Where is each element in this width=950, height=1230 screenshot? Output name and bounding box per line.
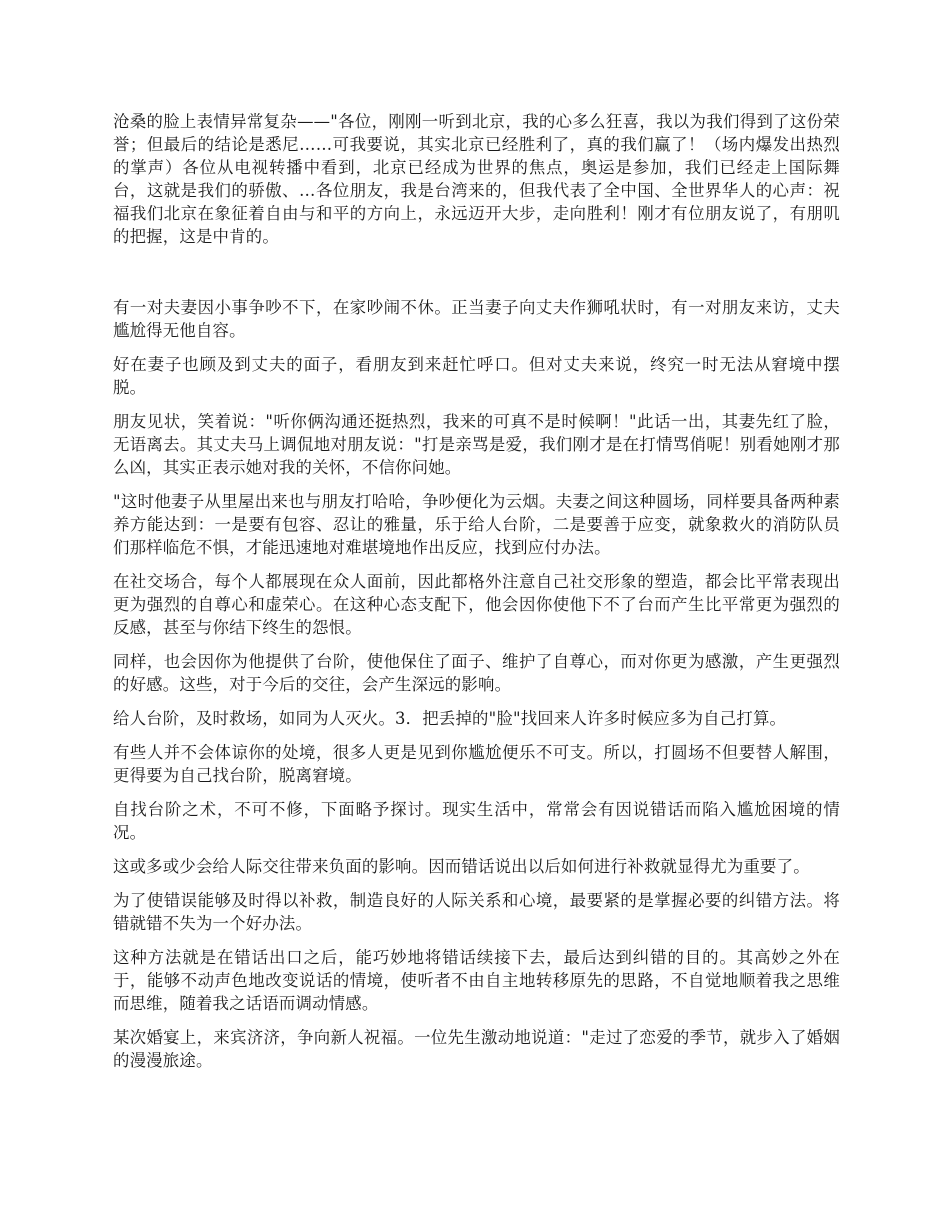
paragraph: 这种方法就是在错话出口之后，能巧妙地将错话续接下去，最后达到纠错的目的。其高妙之外在于，能够不动声色地改变说话的情境，使听者不由自主地转移原先的思路，不自觉地顺着我之思维而思维，随着我之话语而调动情感。: [113, 948, 840, 1013]
paragraph: 在社交场合，每个人都展现在众人面前，因此都格外注意自己社交形象的塑造，都会比平常表现出更为强烈的自尊心和虚荣心。在这种心态支配下，他会因你使他下不了台而产生比平常更为强烈的反感，甚至与你结下终生的怨恨。: [113, 572, 840, 637]
paragraph: 有些人并不会体谅你的处境，很多人更是见到你尴尬便乐不可支。所以，打圆场不但要替人解围，更得要为自己找台阶，脱离窘境。: [113, 743, 840, 785]
paragraph: 朋友见状，笑着说："听你俩沟通还挺热烈，我来的可真不是时候啊！"此话一出，其妻先红了脸，无语离去。其丈夫马上调侃地对朋友说："打是亲骂是爱，我们刚才是在打情骂俏呢！别看她刚才那么凶，其实正表示她对我的关怀，不信你问她。: [113, 412, 840, 477]
paragraph: 某次婚宴上，来宾济济，争向新人祝福。一位先生激动地说道："走过了恋爱的季节，就步入了婚姻的漫漫旅途。: [113, 1028, 840, 1070]
paragraph: 同样，也会因你为他提供了台阶，使他保住了面子、维护了自尊心，而对你更为感激，产生更强烈的好感。这些，对于今后的交往，会产生深远的影响。: [113, 652, 840, 694]
paragraph: 好在妻子也顾及到丈夫的面子，看朋友到来赶忙呼口。但对丈夫来说，终究一时无法从窘境中摆脱。: [113, 355, 840, 397]
paragraph: "这时他妻子从里屋出来也与朋友打哈哈，争吵便化为云烟。夫妻之间这种圆场，同样要具备两种素养方能达到：一是要有包容、忍让的雅量，乐于给人台阶，二是要善于应变，就象救火的消防队员们那样临危不惧，才能迅速地对难堪境地作出反应，找到应付办法。: [113, 492, 840, 557]
paragraph: 有一对夫妻因小事争吵不下，在家吵闹不休。正当妻子向丈夫作狮吼状时，有一对朋友来访，丈夫尴尬得无他自容。: [113, 298, 840, 340]
paragraph: 给人台阶，及时救场，如同为人灭火。3．把丢掉的"脸"找回来人许多时候应多为自己打算。: [113, 709, 787, 728]
intro-paragraph: 沧桑的脸上表情异常复杂——"各位，刚刚一听到北京，我的心多么狂喜，我以为我们得到了这份荣誉；但最后的结论是悉尼……可我要说，其实北京已经胜利了，真的我们赢了！（场内爆发出热烈的掌声）各位从电视转播中看到，北京已经成为世界的焦点，奥运是参加，我们已经走上国际舞台，这就是我们的骄傲、…各位朋友，我是台湾来的，但我代表了全中国、全世界华人的心声：祝福我们北京在象征着自由与和平的方向上，永远迈开大步，走向胜利！刚才有位朋友说了，有朋叽的把握，这是中肯的。: [113, 112, 840, 246]
paragraph: 这或多或少会给人际交往带来负面的影响。因而错话说出以后如何进行补救就显得尤为重要了。: [113, 857, 810, 876]
paragraph: 自找台阶之术，不可不修，下面略予探讨。现实生活中，常常会有因说错话而陷入尴尬困境的情况。: [113, 800, 840, 842]
document-body: [113, 110, 840, 1072]
paragraph: 为了使错误能够及时得以补救，制造良好的人际关系和心境，最要紧的是掌握必要的纠错方法。将错就错不失为一个好办法。: [113, 891, 840, 933]
